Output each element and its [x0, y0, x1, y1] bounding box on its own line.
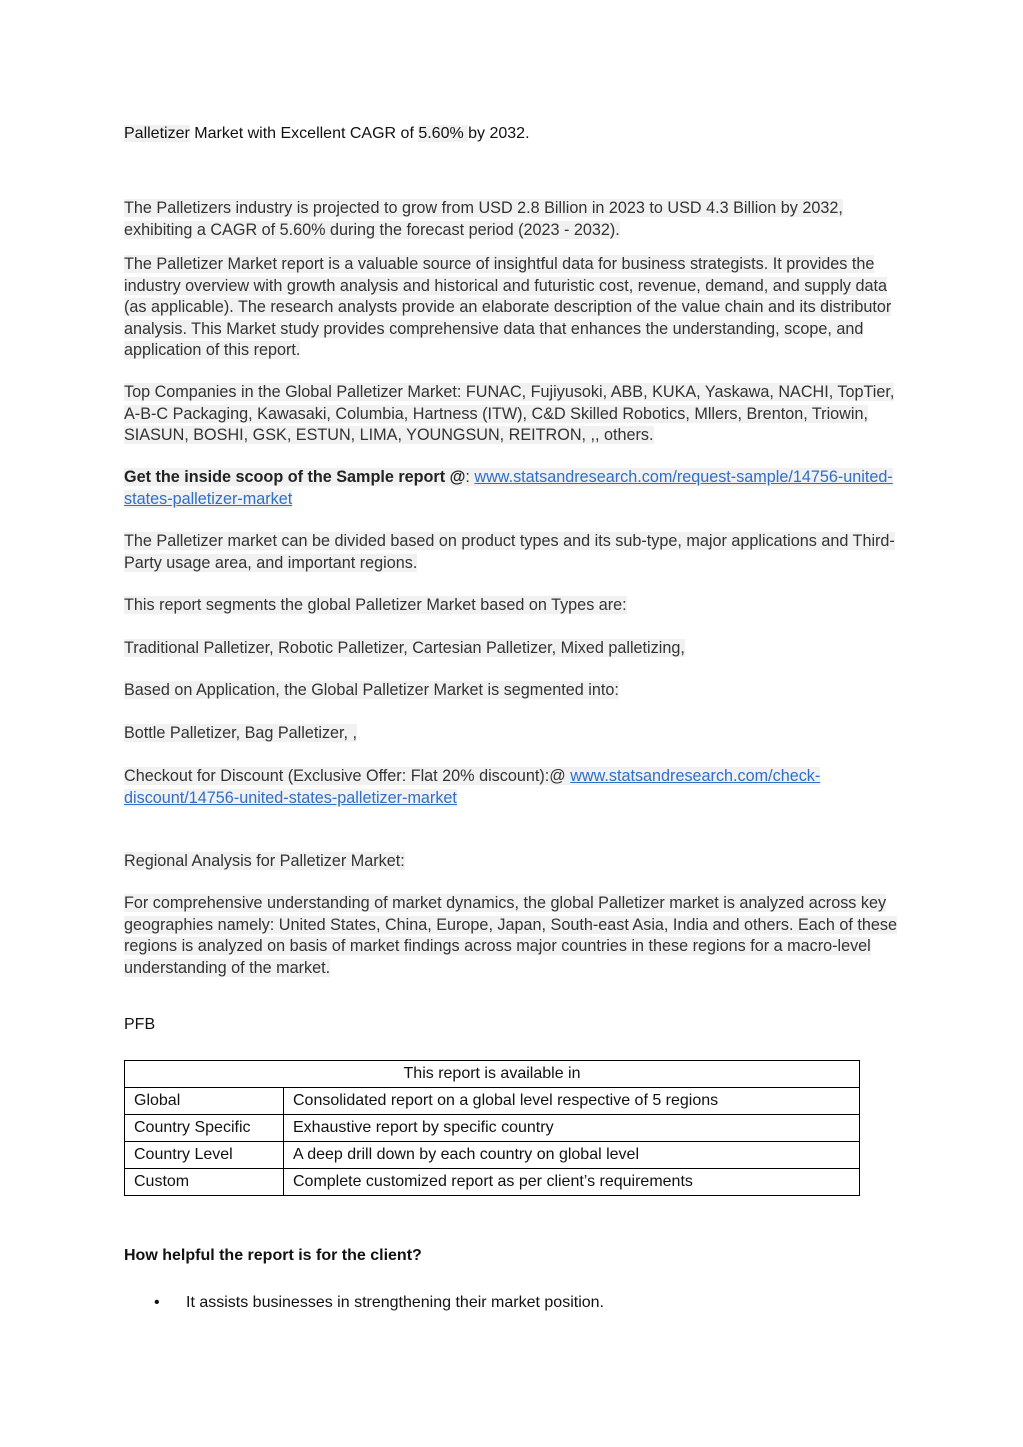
table-cell-desc: Consolidated report on a global level respective of 5 regions	[284, 1088, 860, 1115]
pfb-label: PFB	[124, 1016, 156, 1033]
bullet-text: It assists businesses in strengthening their market position.	[186, 1294, 604, 1311]
growth-paragraph	[124, 198, 899, 241]
helpful-heading: How helpful the report is for the client?	[124, 1247, 422, 1264]
regional-heading	[124, 851, 899, 873]
table-cell-label: Country Specific	[125, 1115, 284, 1142]
title-part-2: Market with Excellent CAGR of	[189, 125, 419, 142]
table-row	[125, 1088, 860, 1115]
segmentation-paragraph	[124, 531, 899, 574]
application-intro-text: Based on Application, the Global Palletizer Market is segmented into:	[124, 681, 619, 699]
application-list-text: Bottle Palletizer, Bag Palletizer, ,	[124, 724, 358, 742]
types-intro-text: This report segments the global Palletizer Market based on Types are:	[124, 596, 627, 614]
sample-report-colon: :	[465, 468, 475, 486]
bullet-list-item	[154, 1294, 854, 1312]
table-header-row	[125, 1061, 860, 1088]
discount-text: Checkout for Discount (Exclusive Offer: Flat 20% discount):@	[124, 767, 571, 785]
top-companies-paragraph	[124, 382, 899, 447]
table-cell-desc: Exhaustive report by specific country	[284, 1115, 860, 1142]
table-row	[125, 1115, 860, 1142]
types-intro-paragraph	[124, 595, 899, 617]
segmentation-text: The Palletizer market can be divided based on product types and its sub-type, major applications and Third-Party usage area, and important regions.	[124, 532, 895, 572]
regional-paragraph-text: For comprehensive understanding of market dynamics, the global Palletizer market is analyzed across key geographies namely: United States, China, Europe, Japan, South-east Asia, India and others. Each of these regions is analyzed on basis of market findings across major countries in these regions for a macro-level understanding of the market.	[124, 894, 897, 977]
types-list-text: Traditional Palletizer, Robotic Palletizer, Cartesian Palletizer, Mixed palletizing,	[124, 639, 685, 657]
bullet-icon: •	[154, 1294, 160, 1311]
discount-link[interactable]: www.statsandresearch.com/check-discount/14756-united-states-palletizer-market	[124, 767, 821, 807]
overview-paragraph-text: The Palletizer Market report is a valuable source of insightful data for business strategists. It provides the industry overview with growth analysis and historical and futuristic cost, revenue, demand, and supply data (as applicable). The research analysts provide an elaborate description of the value chain and its distributor analysis. This Market study provides comprehensive data that enhances the understanding, scope, and application of this report.	[124, 255, 892, 359]
table-row	[125, 1142, 860, 1169]
regional-heading-text: Regional Analysis for Palletizer Market:	[124, 852, 405, 870]
document-title	[124, 125, 899, 143]
title-part-4: by 2032.	[468, 125, 530, 142]
table-cell-label: Country Level	[125, 1142, 284, 1169]
discount-paragraph	[124, 766, 899, 809]
table-cell-label: Global	[125, 1088, 284, 1115]
title-part-3: 5.60%	[418, 125, 469, 142]
application-list-paragraph	[124, 723, 899, 745]
sample-report-link[interactable]: www.statsandresearch.com/request-sample/14756-united-states-palletizer-market	[124, 468, 893, 508]
sample-report-label: Get the inside scoop of the Sample report @	[124, 468, 466, 486]
table-header-cell: This report is available in	[125, 1061, 860, 1088]
types-list-paragraph	[124, 638, 899, 660]
table-cell-desc: Complete customized report as per client’s requirements	[284, 1169, 860, 1196]
table-row	[125, 1169, 860, 1196]
title-part-1: Palletizer	[124, 125, 190, 142]
top-companies-text: Top Companies in the Global Palletizer Market: FUNAC, Fujiyusoki, ABB, KUKA, Yaskawa, NACHI, TopTier, A-B-C Packaging, Kawasaki, Columbia, Hartness (ITW), C&D Skilled Robotics, Mllers, Brenton, Triowin, SIASUN, BOSHI, GSK, ESTUN, LIMA, YOUNGSUN, REITRON, ,, others.	[124, 383, 895, 444]
table-cell-label: Custom	[125, 1169, 284, 1196]
growth-paragraph-text: The Palletizers industry is projected to grow from USD 2.8 Billion in 2023 to USD 4.3 Billion by 2032, exhibiting a CAGR of 5.60% during the forecast period (2023 - 2032).	[124, 199, 843, 239]
table-cell-desc: A deep drill down by each country on global level	[284, 1142, 860, 1169]
sample-report-paragraph	[124, 467, 899, 510]
availability-table	[124, 1060, 860, 1196]
application-intro-paragraph	[124, 680, 899, 702]
overview-paragraph	[124, 254, 899, 362]
regional-paragraph	[124, 893, 899, 979]
